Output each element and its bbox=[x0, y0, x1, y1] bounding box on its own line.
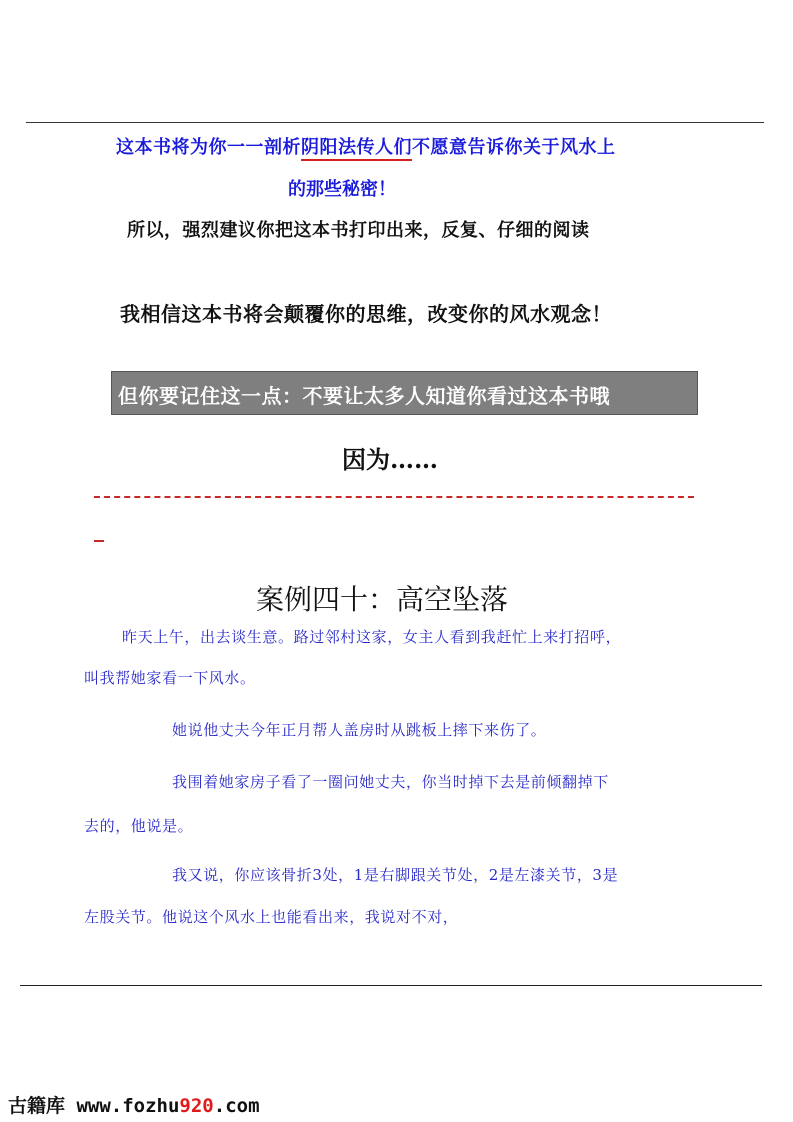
paragraph-line: 我围着她家房子看了一圈问她丈夫，你当时掉下去是前倾翻掉下 bbox=[172, 773, 609, 791]
advice-text: 所以，强烈建议你把这本书打印出来，反复、仔细的阅读 bbox=[127, 220, 590, 241]
case-title: 案例四十：高空坠落 bbox=[256, 583, 509, 616]
intro-after: 不愿意告诉你关于风水上 bbox=[412, 137, 616, 158]
bottom-rule bbox=[20, 985, 762, 986]
paragraph-line: 她说他丈夫今年正月帮人盖房时从跳板上摔下来伤了。 bbox=[172, 721, 547, 739]
paragraph-line: 去的，他说是。 bbox=[84, 817, 194, 835]
intro-highlight: 阴阳法传人们 bbox=[301, 137, 412, 161]
footer-watermark bbox=[8, 1091, 260, 1118]
red-dash-end bbox=[94, 540, 104, 542]
intro-line-1 bbox=[116, 133, 716, 159]
footer-url-suffix: .com bbox=[213, 1095, 260, 1117]
footer-url-number: 920 bbox=[179, 1095, 214, 1117]
red-dashed-divider bbox=[94, 496, 694, 498]
paragraph-line: 我又说，你应该骨折3处，1是右脚跟关节处，2是左漆关节，3是 bbox=[172, 866, 619, 884]
footer-site-name: 古籍库 bbox=[8, 1095, 66, 1117]
top-rule bbox=[26, 122, 764, 123]
intro-line-2: 的那些秘密！ bbox=[288, 179, 396, 200]
paragraph-line: 左股关节。他说这个风水上也能看出来，我说对不对， bbox=[84, 908, 459, 926]
paragraph-line: 昨天上午，出去谈生意。路过邻村这家，女主人看到我赶忙上来打招呼， bbox=[122, 628, 622, 646]
warning-text: 但你要记住这一点：不要让太多人知道你看过这本书哦 bbox=[118, 384, 610, 408]
because-heading: 因为…… bbox=[342, 445, 438, 474]
belief-text: 我相信这本书将会颠覆你的思维，改变你的风水观念！ bbox=[120, 302, 612, 326]
intro-before: 这本书将为你一一剖析 bbox=[116, 137, 301, 158]
footer-url-prefix: www.fozhu bbox=[76, 1095, 180, 1117]
paragraph-line: 叫我帮她家看一下风水。 bbox=[84, 669, 256, 687]
